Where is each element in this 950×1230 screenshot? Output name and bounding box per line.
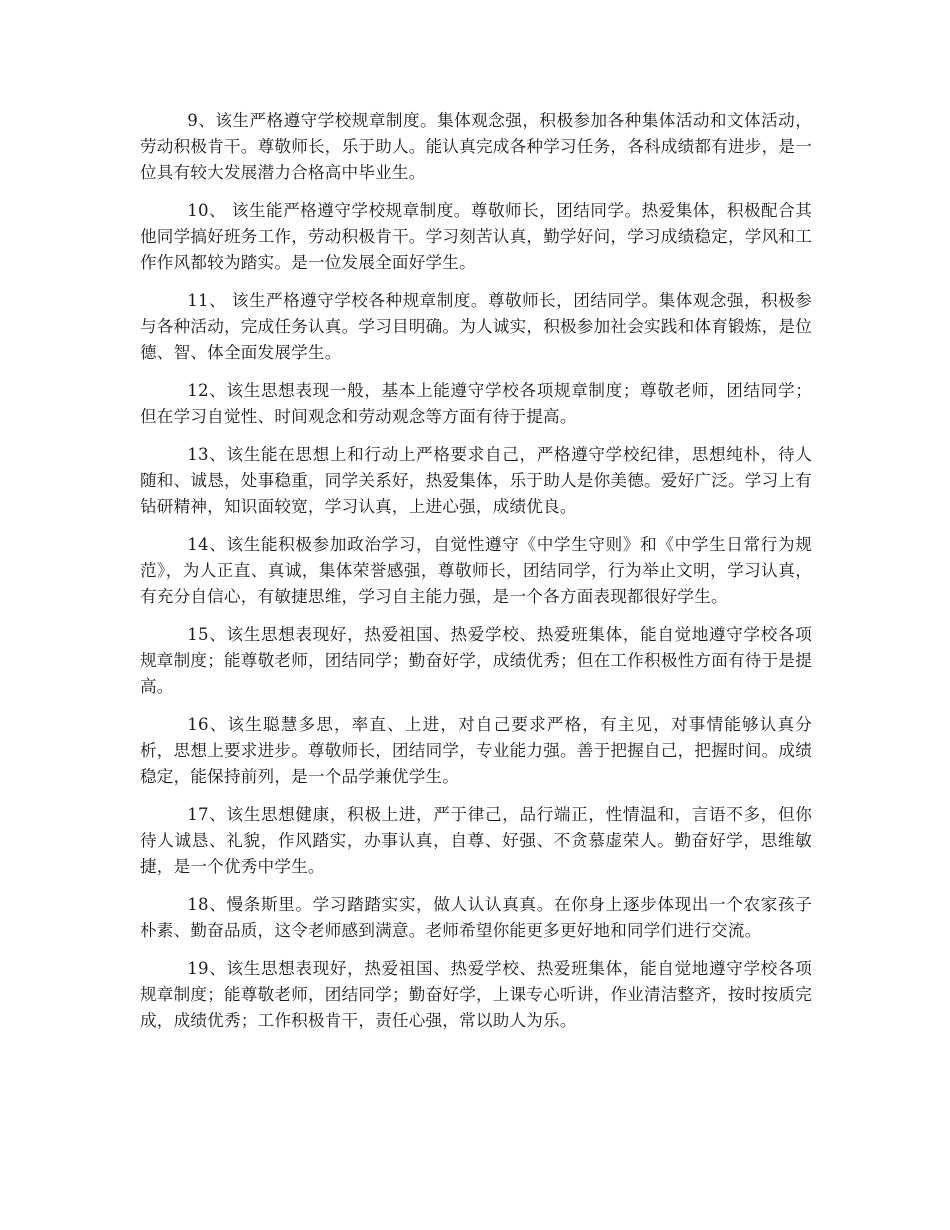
comment-paragraph-14: 14、该生能积极参加政治学习，自觉性遵守《中学生守则》和《中学生日常行为规范》，为人正直、真诚，集体荣誉感强，尊敬师长，团结同学，行为举止文明，学习认真，有充分自信心，有敏捷思维，学习自主能力强，是一个各方面表现都很好学生。 xyxy=(140,535,812,606)
comment-paragraph-10: 10、 该生能严格遵守学校规章制度。尊敬师长，团结同学。热爱集体，积极配合其他同学搞好班务工作，劳动积极肯干。学习刻苦认真，勤学好问，学习成绩稳定，学风和工作作风都较为踏实。是一位发展全面好学生。 xyxy=(140,201,812,272)
comment-paragraph-13: 13、该生能在思想上和行动上严格要求自己，严格遵守学校纪律，思想纯朴，待人随和、诚恳，处事稳重，同学关系好，热爱集体，乐于助人是你美德。爱好广泛。学习上有钻研精神，知识面较宽，学习认真，上进心强，成绩优良。 xyxy=(140,445,812,516)
comment-paragraph-11: 11、 该生严格遵守学校各种规章制度。尊敬师长，团结同学。集体观念强，积极参与各种活动，完成任务认真。学习目明确。为人诚实，积极参加社会实践和体育锻炼，是位德、智、体全面发展学生。 xyxy=(140,291,812,362)
document-page xyxy=(140,108,812,1046)
comment-paragraph-16: 16、该生聪慧多思，率直、上进，对自己要求严格，有主见，对事情能够认真分析，思想上要求进步。尊敬师长，团结同学，专业能力强。善于把握自己，把握时间。成绩稳定，能保持前列，是一个品学兼优学生。 xyxy=(140,715,812,786)
comment-paragraph-19: 19、该生思想表现好，热爱祖国、热爱学校、热爱班集体，能自觉地遵守学校各项规章制度；能尊敬老师，团结同学；勤奋好学，上课专心听讲，作业清洁整齐，按时按质完成，成绩优秀；工作积极肯干，责任心强，常以助人为乐。 xyxy=(140,959,812,1030)
comment-paragraph-17: 17、该生思想健康，积极上进，严于律己，品行端正，性情温和，言语不多，但你待人诚恳、礼貌，作风踏实，办事认真，自尊、好强、不贪慕虚荣人。勤奋好学，思维敏捷，是一个优秀中学生。 xyxy=(140,805,812,876)
comment-paragraph-18: 18、慢条斯里。学习踏踏实实，做人认认真真。在你身上逐步体现出一个农家孩子朴素、勤奋品质，这令老师感到满意。老师希望你能更多更好地和同学们进行交流。 xyxy=(140,895,812,940)
comment-paragraph-9: 9、该生严格遵守学校规章制度。集体观念强，积极参加各种集体活动和文体活动，劳动积极肯干。尊敬师长，乐于助人。能认真完成各种学习任务，各科成绩都有进步，是一位具有较大发展潜力合格高中毕业生。 xyxy=(140,111,812,182)
comment-paragraph-12: 12、该生思想表现一般，基本上能遵守学校各项规章制度；尊敬老师，团结同学；但在学习自觉性、时间观念和劳动观念等方面有待于提高。 xyxy=(140,381,812,426)
comment-paragraph-15: 15、该生思想表现好，热爱祖国、热爱学校、热爱班集体，能自觉地遵守学校各项规章制度；能尊敬老师，团结同学；勤奋好学，成绩优秀；但在工作积极性方面有待于是提高。 xyxy=(140,625,812,696)
